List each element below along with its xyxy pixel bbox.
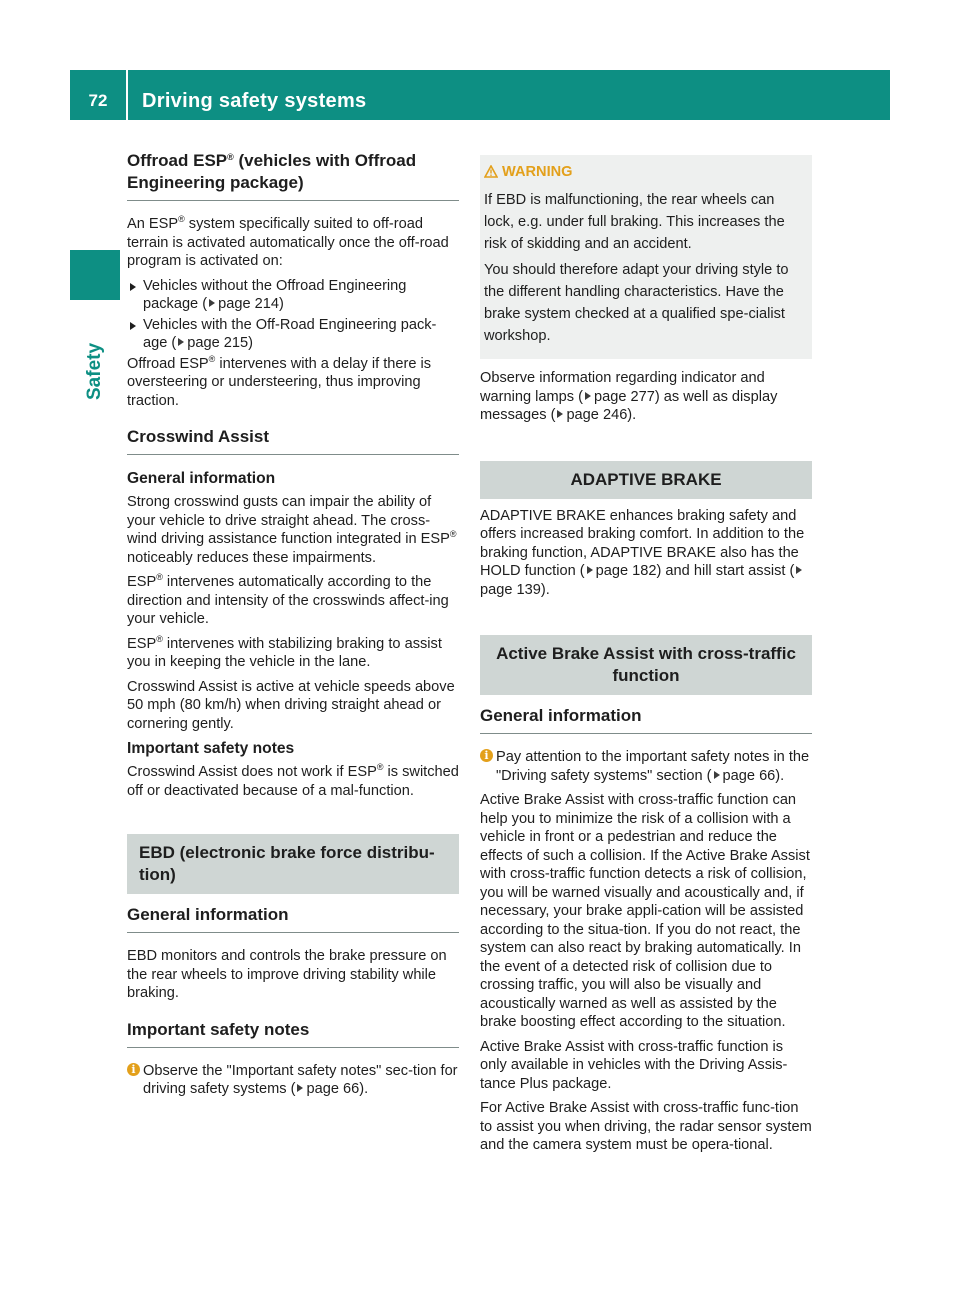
page-link[interactable]: page 66). <box>306 1081 369 1097</box>
offroad-bullets <box>127 277 459 353</box>
ebd-section-band: EBD (electronic brake force distribu-tion) <box>127 834 459 894</box>
page-ref-arrow-icon <box>714 771 720 779</box>
chapter-title: Driving safety systems <box>142 90 367 112</box>
page-ref-arrow-icon <box>585 392 591 400</box>
crosswind-safety-heading: Important safety notes <box>127 740 295 757</box>
page-ref-arrow-icon <box>557 410 563 418</box>
info-icon: i <box>480 749 493 762</box>
list-item: Vehicles without the Offroad Engineering package ( page 214) <box>127 277 459 314</box>
crosswind-p3: ESP® intervenes with stabilizing braking to assist you in keeping the vehicle in the lane. <box>127 633 442 670</box>
page-link[interactable]: page 139). <box>480 581 550 598</box>
active-p2: Active Brake Assist with cross-traffic function is only available in vehicles with the Driving Assis-tance Plus package. <box>480 1038 788 1092</box>
page-link[interactable]: page 215) <box>187 335 253 351</box>
active-general-heading: General information <box>480 705 812 734</box>
crosswind-assist-heading: Crosswind Assist <box>127 426 459 455</box>
list-item: Vehicles with the Off-Road Engineering pack-age ( page 215) <box>127 316 459 353</box>
warning-p2: You should therefore adapt your driving style to the different handling characteristics. Have the brake system checked at a qualified spe-cialist workshop. <box>484 262 789 344</box>
page-ref-arrow-icon <box>209 299 215 307</box>
page-link[interactable]: page 182) <box>595 563 662 579</box>
page-ref-arrow-icon <box>297 1084 303 1092</box>
page-ref-arrow-icon <box>796 566 802 574</box>
warning-p1: If EBD is malfunctioning, the rear wheels can lock, e.g. under full braking. This increases the risk of skidding and an accident. <box>484 192 785 252</box>
info-icon: i <box>127 1063 140 1076</box>
page-header <box>70 70 890 120</box>
page-link[interactable]: page 246). <box>566 407 637 423</box>
crosswind-p2: ESP® intervenes automatically according to the direction and intensity of the crosswinds affect-ing your vehicle. <box>127 572 449 627</box>
page-link[interactable]: page 66). <box>722 767 785 784</box>
active-brake-assist-band: Active Brake Assist with cross-traffic function <box>480 635 812 695</box>
ebd-general-heading: General information <box>127 904 459 933</box>
page-ref-arrow-icon <box>178 338 184 346</box>
adaptive-brake-band: ADAPTIVE BRAKE <box>480 461 812 499</box>
offroad-intro: An ESP® system specifically suited to off-road terrain is activated automatically once the off-road program is activated on: <box>127 214 449 269</box>
header-divider <box>126 70 128 120</box>
warning-box <box>480 155 812 359</box>
section-label: Safety <box>84 342 105 400</box>
right-column <box>480 155 812 1161</box>
page-link[interactable]: page 277) <box>594 388 660 405</box>
page-number: 72 <box>88 91 108 110</box>
ebd-safety-heading: Important safety notes <box>127 1019 459 1048</box>
page-ref-arrow-icon <box>587 566 593 574</box>
page-link[interactable]: page 214) <box>218 296 284 312</box>
active-info-note: i Pay attention to the important safety notes in the "Driving safety systems" section ( page 66). <box>480 748 812 785</box>
section-marker <box>70 250 120 300</box>
left-column <box>127 150 459 1105</box>
active-p1: Active Brake Assist with cross-traffic function can help you to minimize the risk of a collision with a vehicle in front or a pedestrian and reduce the effects of such a collision. If the Active Brake Assist with cross-traffic function detects a risk of collision, you will be warned visually and acoustically and, if necessary, your brake appli-cation will be assisted according to the situa-tion. If you do not react, the system can also react by braking automatically. In the event of a detected risk of collision due to crossing traffic, you will also be visually and acoustically warned as well as assisted by the brake boosting effect according to the situation. <box>480 792 810 1030</box>
crosswind-general-heading: General information <box>127 470 276 487</box>
crosswind-p5: Crosswind Assist does not work if ESP® is switched off or deactivated because of a mal-function. <box>127 762 459 799</box>
warning-header: WARNING <box>484 163 804 183</box>
ebd-info-note: i Observe the "Important safety notes" sec-tion for driving safety systems ( page 66). <box>127 1062 459 1099</box>
active-p3: For Active Brake Assist with cross-traffic func-tion to assist you when driving, the radar sensor system and the camera system must be opera-tional. <box>480 1100 812 1153</box>
adaptive-brake-paragraph: ADAPTIVE BRAKE enhances braking safety and offers increased braking comfort. In addition to the braking function, ADAPTIVE BRAKE also has the HOLD function ( page 182) and hill start assist (page 139). <box>480 507 805 598</box>
crosswind-p1: Strong crosswind gusts can impair the ability of your vehicle to drive straight ahead. The cross-wind driving assistance function integrated in ESP® noticeably reduces these impairments. <box>127 494 457 566</box>
observe-paragraph: Observe information regarding indicator and warning lamps ( page 277) as well as display messages ( page 246). <box>480 370 778 423</box>
offroad-outro: Offroad ESP® intervenes with a delay if there is oversteering or understeering, thus improving traction. <box>127 353 432 409</box>
ebd-p1: EBD monitors and controls the brake pressure on the rear wheels to improve driving stability while braking. <box>127 948 447 1001</box>
offroad-esp-heading: Offroad ESP® (vehicles with Offroad Engineering package) <box>127 150 459 201</box>
warning-triangle-icon <box>484 165 502 183</box>
crosswind-p4: Crosswind Assist is active at vehicle speeds above 50 mph (80 km/h) when driving straight ahead or cornering gently. <box>127 678 455 732</box>
